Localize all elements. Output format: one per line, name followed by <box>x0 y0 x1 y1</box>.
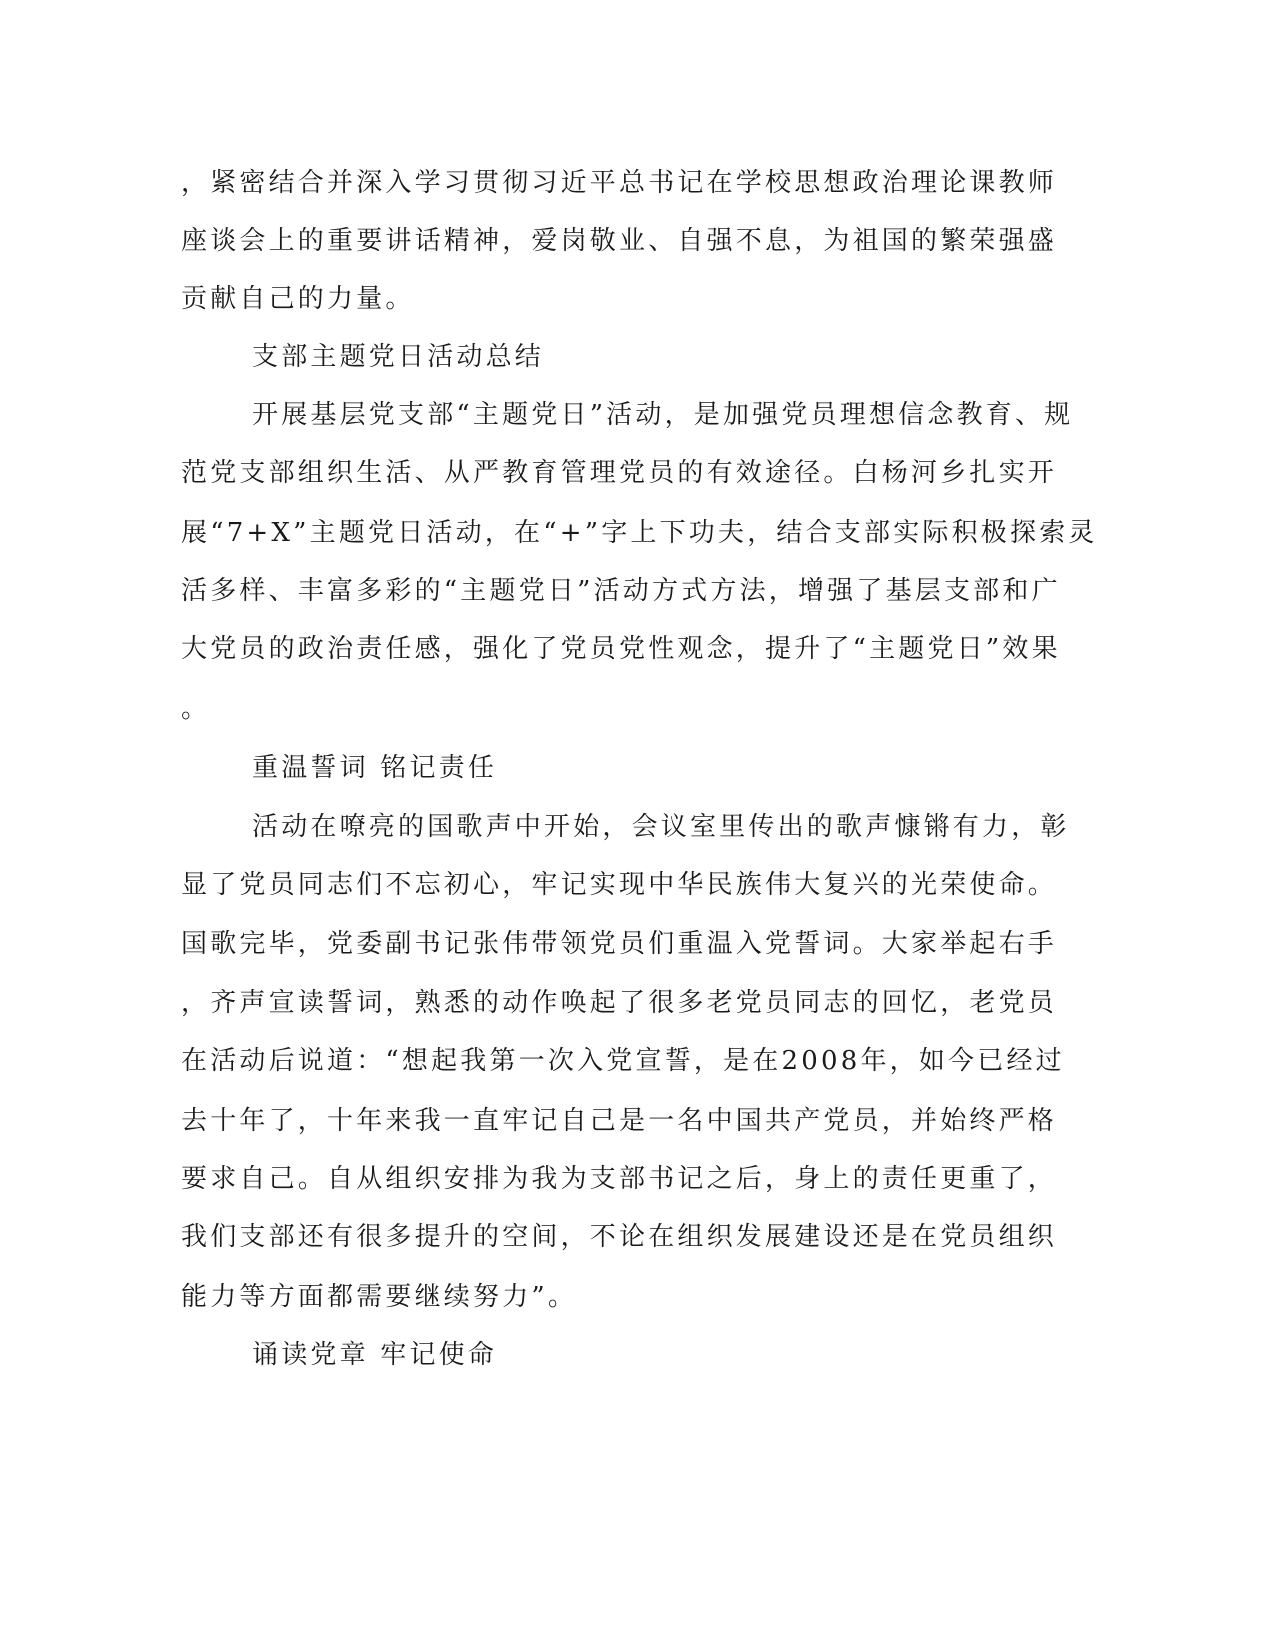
text-line: 去十年了，十年来我一直牢记自己是一名中国共产党员，并始终严格 <box>181 1106 1058 1136</box>
text-line: 座谈会上的重要讲话精神，爱岗敬业、自强不息，为祖国的繁荣强盛 <box>181 226 1058 256</box>
text-line: 展“7+X”主题党日活动，在“+”字上下功夫，结合支部实际积极探索灵 <box>181 518 1098 548</box>
text-line: 开展基层党支部“主题党日”活动，是加强党员理想信念教育、规 <box>252 400 1074 430</box>
text-line: 能力等方面都需要继续努力”。 <box>181 1282 578 1312</box>
text-line: 要求自己。自从组织安排为我为支部书记之后，身上的责任更重了， <box>181 1164 1058 1194</box>
text-line: 贡献自己的力量。 <box>181 284 415 314</box>
text-line: 活多样、丰富多彩的“主题党日”活动方式方法，增强了基层支部和广 <box>181 576 1061 606</box>
text-line: 我们支部还有很多提升的空间，不论在组织发展建设还是在党员组织 <box>181 1222 1058 1252</box>
text-line: 。 <box>181 694 211 724</box>
section-heading: 支部主题党日活动总结 <box>252 342 545 372</box>
text-line: 范党支部组织生活、从严教育管理党员的有效途径。白杨河乡扎实开 <box>181 458 1058 488</box>
section-heading: 重温誓词 铭记责任 <box>252 753 498 783</box>
text-line: 活动在嘹亮的国歌声中开始，会议室里传出的歌声慷锵有力，彰 <box>252 812 1070 842</box>
section-heading: 诵读党章 牢记使命 <box>252 1340 498 1370</box>
text-line: 国歌完毕，党委副书记张伟带领党员们重温入党誓词。大家举起右手 <box>181 929 1058 959</box>
text-line: 显了党员同志们不忘初心，牢记实现中华民族伟大复兴的光荣使命。 <box>181 870 1058 900</box>
text-line: ，齐声宣读誓词，熟悉的动作唤起了很多老党员同志的回忆，老党员 <box>181 988 1058 1018</box>
text-line: ，紧密结合并深入学习贯彻习近平总书记在学校思想政治理论课教师 <box>181 168 1058 198</box>
text-line: 大党员的政治责任感，强化了党员党性观念，提升了“主题党日”效果 <box>181 634 1061 664</box>
text-line: 在活动后说道：“想起我第一次入党宣誓，是在2008年，如今已经过 <box>181 1046 1065 1076</box>
